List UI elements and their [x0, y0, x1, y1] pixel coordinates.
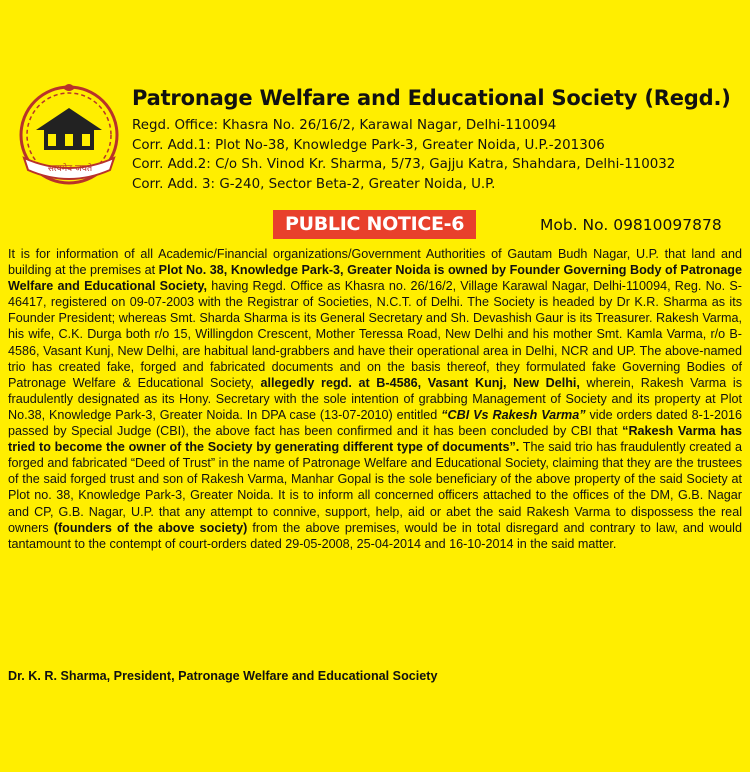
- header: [132, 86, 742, 194]
- society-emblem-icon: [14, 80, 124, 190]
- body-bold-1: Plot No. 38, Knowledge Park-3, Greater Noida is owned by Founder Governing Body of Patronage Welfare and Educational Society,: [8, 263, 743, 294]
- notice-body: [8, 246, 742, 552]
- corr-address-3: Corr. Add. 3: G-240, Sector Beta-2, Greater Noida, U.P.: [132, 176, 496, 192]
- body-text-2: having Regd. Office as Khasra no. 26/16/2, Village Karawal Nagar, Delhi-110094, Reg. No. S-46417, registered on 09-07-2003 with the Registrar of Societies, N.C.T. of Delhi. The Society is headed by Dr K.R. Sharma as its Founder President; whereas Smt. Sharda Sharma is its General Secretary and Sh. Devashish Gaur is its Treasurer. Rakesh Varma, his wife, C.K. Durga both r/o 15, Willingdon Crescent, Mother Teressa Road, New Delhi and his mother Smt. Kamla Varma, r/o B-4586, Vasant Kunj, New Delhi, are habitual land-grabbers and have their operational area in Delhi, NCR and UP. The above-named trio has created fake, forged and fabricated documents and on the basis thereof, they formulated fake Governing Bodies of Patronage Welfare & Educational Society,: [8, 279, 742, 390]
- emblem-motto: सत्यमेव जयते: [47, 164, 93, 174]
- body-bold-2: allegedly regd. at B-4586, Vasant Kunj, New Delhi,: [260, 375, 580, 390]
- body-text-4: vide orders dated 8-1-2016 passed by Special Judge (CBI), the above fact has been confirmed and it has been concluded by CBI that: [8, 407, 742, 439]
- body-bold-5: (founders of the above society): [53, 520, 248, 535]
- regd-office: Regd. Office: Khasra No. 26/16/2, Karawal Nagar, Delhi-110094: [132, 118, 557, 133]
- signature: Dr. K. R. Sharma, President, Patronage Welfare and Educational Society: [8, 669, 438, 683]
- body-text-3: wherein, Rakesh Varma is fraudulently designated as its Hony. Secretary with the sole intention of grabbing Management of Society and its property at Plot No.38, Knowledge Park-3, Greater Noida. In DPA case (13-07-2010) entitled: [8, 375, 743, 422]
- org-name: Patronage Welfare and Educational Society (Regd.): [132, 86, 731, 110]
- body-text-6: from the above premises, would be in total disregard and contrary to law, and would tantamount to the contempt of court-orders dated 29-05-2008, 25-04-2014 and 16-10-2014 in the said matter.: [8, 520, 742, 551]
- mobile-number: Mob. No. 09810097878: [540, 216, 722, 234]
- body-bold-3: “CBI Vs Rakesh Varma”: [441, 407, 586, 422]
- corr-address-1: Corr. Add.1: Plot No-38, Knowledge Park-3, Greater Noida, U.P.-201306: [132, 137, 605, 153]
- body-text-5: The said trio has fraudulently created a forged and fabricated “Deed of Trust” in the name of Patronage Welfare and Educational Society, claiming that they are the trustees of the said forged trust and son of Rakesh Varma, Manhar Gopal is the sole beneficiary of the above property of the said Society at Plot no. 38, Knowledge Park-3, Greater Noida. It is to inform all concerned officers attached to the offices of the DM, G.B. Nagar and CP, G.B. Nagar, U.P. that any attempt to connive, support, help, aid or abet the said Rakesh Varma to dispossess the real owners: [8, 440, 742, 535]
- public-notice-badge: PUBLIC NOTICE-6: [273, 210, 476, 239]
- body-bold-4: “Rakesh Varma has tried to become the owner of the Society by generating different type of documents”.: [8, 424, 742, 455]
- corr-address-2: Corr. Add.2: C/o Sh. Vinod Kr. Sharma, 5/73, Gajju Katra, Shahdara, Delhi-110032: [132, 157, 676, 172]
- body-text-1: It is for information of all Academic/Financial organizations/Government Authorities of Gautam Budh Nagar, U.P. that land and building at the premises at: [8, 247, 742, 278]
